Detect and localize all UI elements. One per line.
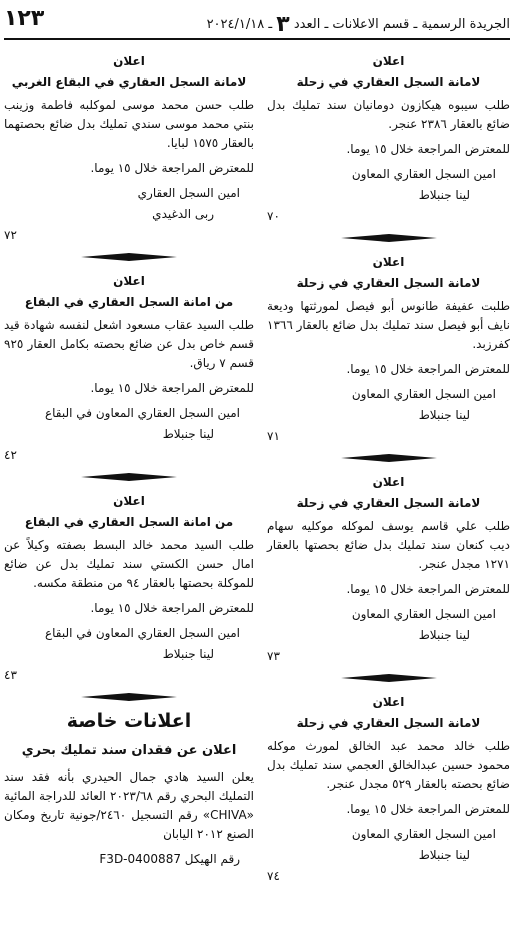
notice-title: اعلان <box>113 274 145 288</box>
notice-registry: من امانة السجل العقاري في البقاع <box>24 295 234 309</box>
notice-signer-name: لينا جنبلاط <box>418 188 470 202</box>
notice-body: طلب السيد عقاب مسعود اشعل لنفسه شهادة قيد قسم خاص بدل عن ضائع بحصته بكامل العقار ٩٢٥ قسم ٧ رياق. <box>4 318 254 370</box>
notice-number: ٤٣ <box>4 668 17 682</box>
notice-title: اعلان عن فقدان سند تمليك بحري <box>21 743 237 758</box>
notice-deadline: للمعترض المراجعة خلال ١٥ يوما. <box>90 161 254 175</box>
notice-73 <box>267 473 510 663</box>
notice-deadline: للمعترض المراجعة خلال ١٥ يوما. <box>346 362 510 376</box>
notice-signer-name: لينا جنبلاط <box>418 848 470 862</box>
notice-deadline: للمعترض المراجعة خلال ١٥ يوما. <box>346 142 510 156</box>
hull-number-line <box>4 850 254 869</box>
left-column <box>4 52 254 871</box>
notice-registry: لامانة السجل العقاري في زحلة <box>296 276 481 290</box>
notice-signatory: امين السجل العقاري المعاون في البقاع <box>44 626 240 640</box>
special-notices <box>4 712 254 869</box>
notice-body: طلب السيد محمد خالد البسط بصفته وكيلاً عن امال حسن الكستي سند تمليك بدل عن ضائع للموكلة بحصتها بالعقار ٩٤ من منطقة مكسه. <box>4 538 254 590</box>
page-number: ١٢٣ <box>4 6 45 31</box>
section-title: اعلانات خاصة <box>66 710 192 732</box>
notice-71 <box>267 253 510 443</box>
notice-signatory: امين السجل العقاري المعاون في البقاع <box>44 406 240 420</box>
notice-number: ٧٠ <box>267 209 280 223</box>
divider-ornament <box>81 472 177 482</box>
header-title <box>207 12 510 37</box>
notice-registry: من امانة السجل العقاري في البقاع <box>24 515 234 529</box>
notice-signatory: امين السجل العقاري <box>137 186 240 200</box>
hull-label: رقم الهيكل <box>184 852 240 866</box>
notice-43 <box>4 492 254 682</box>
notice-deadline: للمعترض المراجعة خلال ١٥ يوما. <box>90 381 254 395</box>
notice-deadline: للمعترض المراجعة خلال ١٥ يوما. <box>346 582 510 596</box>
notice-signer-name: ربى الدغيدي <box>152 207 214 221</box>
notice-body: طلبت عفيفة طانوس أبو فيصل لمورثتها وديعة نايف أبو فيصل سند تمليك بدل ضائع بالعقار ١٣٦٦ كفرزبد. <box>267 299 510 351</box>
notice-number: ٤٢ <box>4 448 17 462</box>
notice-42 <box>4 272 254 462</box>
notice-title: اعلان <box>372 695 405 709</box>
notice-body: طلب حسن محمد موسى لموكلبه فاطمة وزينب بنتي محمد موسى سندي تمليك بدل ضائع بحصتهما بالعقار ١٥٧٥ لبايا. <box>4 98 254 150</box>
notice-title: اعلان <box>372 475 405 489</box>
notice-signer-name: لينا جنبلاط <box>162 427 214 441</box>
notice-70 <box>267 52 510 223</box>
gazette-name: الجريدة الرسمية ـ قسم الاعلانات ـ العدد <box>293 17 510 32</box>
divider-ornament <box>341 453 437 463</box>
issue-date: ـ ٢٠٢٤/١/١٨ <box>206 17 273 32</box>
page-header <box>4 6 510 37</box>
notice-signatory: امين السجل العقاري المعاون <box>351 387 496 401</box>
notice-body: يعلن السيد هادي جمال الحيدري بأنه فقد سند التمليك البحري رقم ٢٠٢٣/٦٨ العائد للدراجة المائية «CHIVA» رقم التسجيل ٢٤٦٠/جونية تاريخ ومكان الصنع ٢٠١٢ اليابان <box>4 770 254 841</box>
notice-signatory: امين السجل العقاري المعاون <box>351 607 496 621</box>
divider-ornament <box>341 673 437 683</box>
notice-title: اعلان <box>113 54 145 68</box>
notice-body: طلب سيبوه هيكازون دومانيان سند تمليك بدل ضائع بالعقار ٢٣٨٦ عنجر. <box>267 98 510 131</box>
notice-72 <box>4 52 254 242</box>
hull-number: F3D-0400887 <box>99 852 181 866</box>
divider-ornament <box>81 692 177 702</box>
notice-title: اعلان <box>113 494 145 508</box>
notice-signatory: امين السجل العقاري المعاون <box>351 167 496 181</box>
notice-registry: لامانة السجل العقاري في زحلة <box>296 716 481 730</box>
notice-deadline: للمعترض المراجعة خلال ١٥ يوما. <box>90 601 254 615</box>
right-column <box>267 52 510 883</box>
notice-title: اعلان <box>372 255 405 269</box>
notice-registry: لامانة السجل العقاري في البقاع الغربي <box>11 75 247 89</box>
notice-signer-name: لينا جنبلاط <box>418 628 470 642</box>
notice-number: ٧٣ <box>267 649 280 663</box>
notice-number: ٧٤ <box>267 869 280 883</box>
divider-ornament <box>341 233 437 243</box>
notice-number: ٧٢ <box>4 228 17 242</box>
notice-body: طلب علي قاسم يوسف لموكله موكليه سهام ديب كنعان سند تمليك بدل ضائع بحصتها بالعقار ١٢٧١ مجدل عنجر. <box>267 519 510 571</box>
notice-registry: لامانة السجل العقاري في زحلة <box>296 496 481 510</box>
notice-title: اعلان <box>372 54 405 68</box>
header-rule <box>4 38 510 40</box>
notice-signatory: امين السجل العقاري المعاون <box>351 827 496 841</box>
notice-signer-name: لينا جنبلاط <box>162 647 214 661</box>
issue-number: ٣ <box>276 12 290 37</box>
notice-signer-name: لينا جنبلاط <box>418 408 470 422</box>
notice-74 <box>267 693 510 883</box>
notice-deadline: للمعترض المراجعة خلال ١٥ يوما. <box>346 802 510 816</box>
notice-number: ٧١ <box>267 429 280 443</box>
notice-body: طلب خالد محمد عبد الخالق لمورث موكله محمود حسين عبدالخالق العجمي سند تمليك بدل ضائع بحصته بالعقار ٥٢٩ مجدل عنجر. <box>267 739 510 791</box>
notice-registry: لامانة السجل العقاري في زحلة <box>296 75 481 89</box>
divider-ornament <box>81 252 177 262</box>
